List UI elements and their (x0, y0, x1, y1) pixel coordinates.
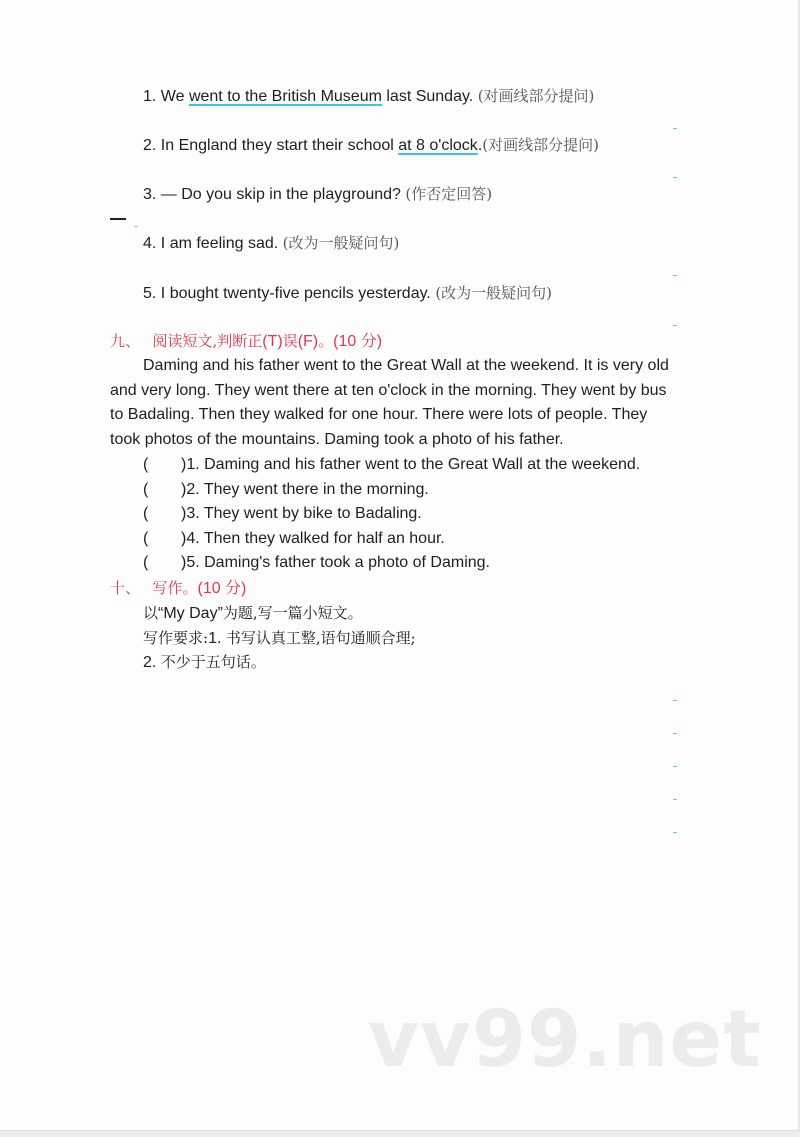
question-instruction: (对画线部分提问) (477, 87, 595, 105)
question-3 (143, 184, 492, 205)
margin-tick (673, 799, 677, 800)
prompt-text: 为题,写一篇小短文。 (222, 604, 363, 622)
question-number: 4. (143, 235, 161, 252)
requirement-number: 2. (143, 654, 161, 671)
passage-text: Daming and his father went to the Great Wall at the weekend. It is very old and very long. They went there at ten o'clock in the morning. They went by bus to Badaling. Then they walked for one hour. There were lots of people. They took photos of the mountains. Daming took a photo of his father. (110, 357, 669, 448)
tf-statement-5 (143, 553, 490, 573)
margin-tick (673, 325, 677, 326)
paren-close: ) (181, 554, 187, 571)
answer-blank[interactable]: ( (143, 554, 149, 571)
answer-blank[interactable]: ( (143, 456, 149, 473)
statement-text: 3. They went by bike to Badaling. (186, 505, 422, 522)
question-5 (143, 283, 552, 304)
writing-requirement-1 (143, 628, 416, 649)
margin-tick (673, 832, 677, 833)
section-title-t: (T) (262, 333, 283, 350)
writing-prompt (143, 603, 363, 624)
question-text: — Do you skip in the playground? (160, 186, 406, 203)
question-text: I am feeling sad. (160, 235, 283, 252)
question-1 (143, 86, 594, 107)
page-edge-bottom (0, 1130, 800, 1137)
underlined-phrase: went to the British Museum (188, 88, 382, 105)
statement-text: 1. Daming and his father went to the Great Wall at the weekend. (186, 456, 641, 473)
question-2 (143, 135, 599, 156)
question-instruction: (改为一般疑问句) (282, 234, 400, 252)
requirement-label: 写作要求: (143, 629, 209, 647)
section-title: 。 (318, 332, 334, 350)
question-instruction: (改为一般疑问句) (435, 284, 553, 302)
question-4 (143, 233, 399, 254)
margin-tick (673, 700, 677, 701)
answer-dash (110, 218, 126, 220)
underlined-phrase: at 8 o'clock (398, 137, 478, 154)
paren-close: ) (181, 481, 187, 498)
requirement-text: 书写认真工整,语句通顺合理; (225, 629, 416, 647)
requirement-text: 不少于五句话。 (160, 653, 266, 671)
margin-tick (673, 128, 677, 129)
question-number: 1. (143, 88, 161, 105)
paren-close: ) (181, 505, 187, 522)
writing-requirement-2 (143, 652, 266, 673)
section-score: (10 分) (197, 580, 247, 597)
answer-blank[interactable]: ( (143, 505, 149, 522)
answer-blank[interactable]: ( (143, 530, 149, 547)
requirement-number: 1. (208, 630, 226, 647)
paren-close: ) (181, 456, 187, 473)
section9-heading (110, 331, 382, 352)
question-instruction: (对画线部分提问) (482, 136, 599, 154)
margin-tick (673, 733, 677, 734)
statement-text: 4. Then they walked for half an hour. (186, 530, 445, 547)
section-number: 九、 (110, 332, 141, 350)
question-text: I bought twenty-five pencils yesterday. (160, 285, 436, 302)
question-number: 3. (143, 186, 161, 203)
question-number: 5. (143, 285, 161, 302)
section-title: 阅读短文,判断正 (152, 332, 263, 350)
section-title-f: (F) (297, 333, 319, 350)
paren-close: ) (181, 530, 187, 547)
section-title: 写作。 (152, 579, 198, 597)
question-number: 2. (143, 137, 161, 154)
tf-statement-2 (143, 480, 429, 500)
margin-tick (673, 275, 677, 276)
section-number: 十、 (110, 579, 141, 597)
question-text: In England they start their school (160, 137, 399, 154)
statement-text: 5. Daming's father took a photo of Daming. (186, 554, 490, 571)
section-score: (10 分) (333, 333, 383, 350)
prompt-title: “My Day” (158, 605, 223, 622)
prompt-text: 以 (143, 604, 159, 622)
section-title: 误 (282, 332, 298, 350)
margin-tick (673, 177, 677, 178)
question-text: last Sunday. (381, 88, 478, 105)
margin-tick (134, 226, 138, 227)
watermark: vv99.net (368, 995, 762, 1085)
question-text: . (477, 137, 483, 154)
tf-statement-1 (143, 455, 640, 475)
question-text: We (160, 88, 189, 105)
tf-statement-3 (143, 504, 422, 524)
tf-statement-4 (143, 529, 445, 549)
margin-tick (673, 766, 677, 767)
question-instruction: (作否定回答) (405, 185, 493, 203)
answer-blank[interactable]: ( (143, 481, 149, 498)
statement-text: 2. They went there in the morning. (186, 481, 429, 498)
section10-heading (110, 578, 246, 599)
reading-passage (110, 354, 680, 452)
